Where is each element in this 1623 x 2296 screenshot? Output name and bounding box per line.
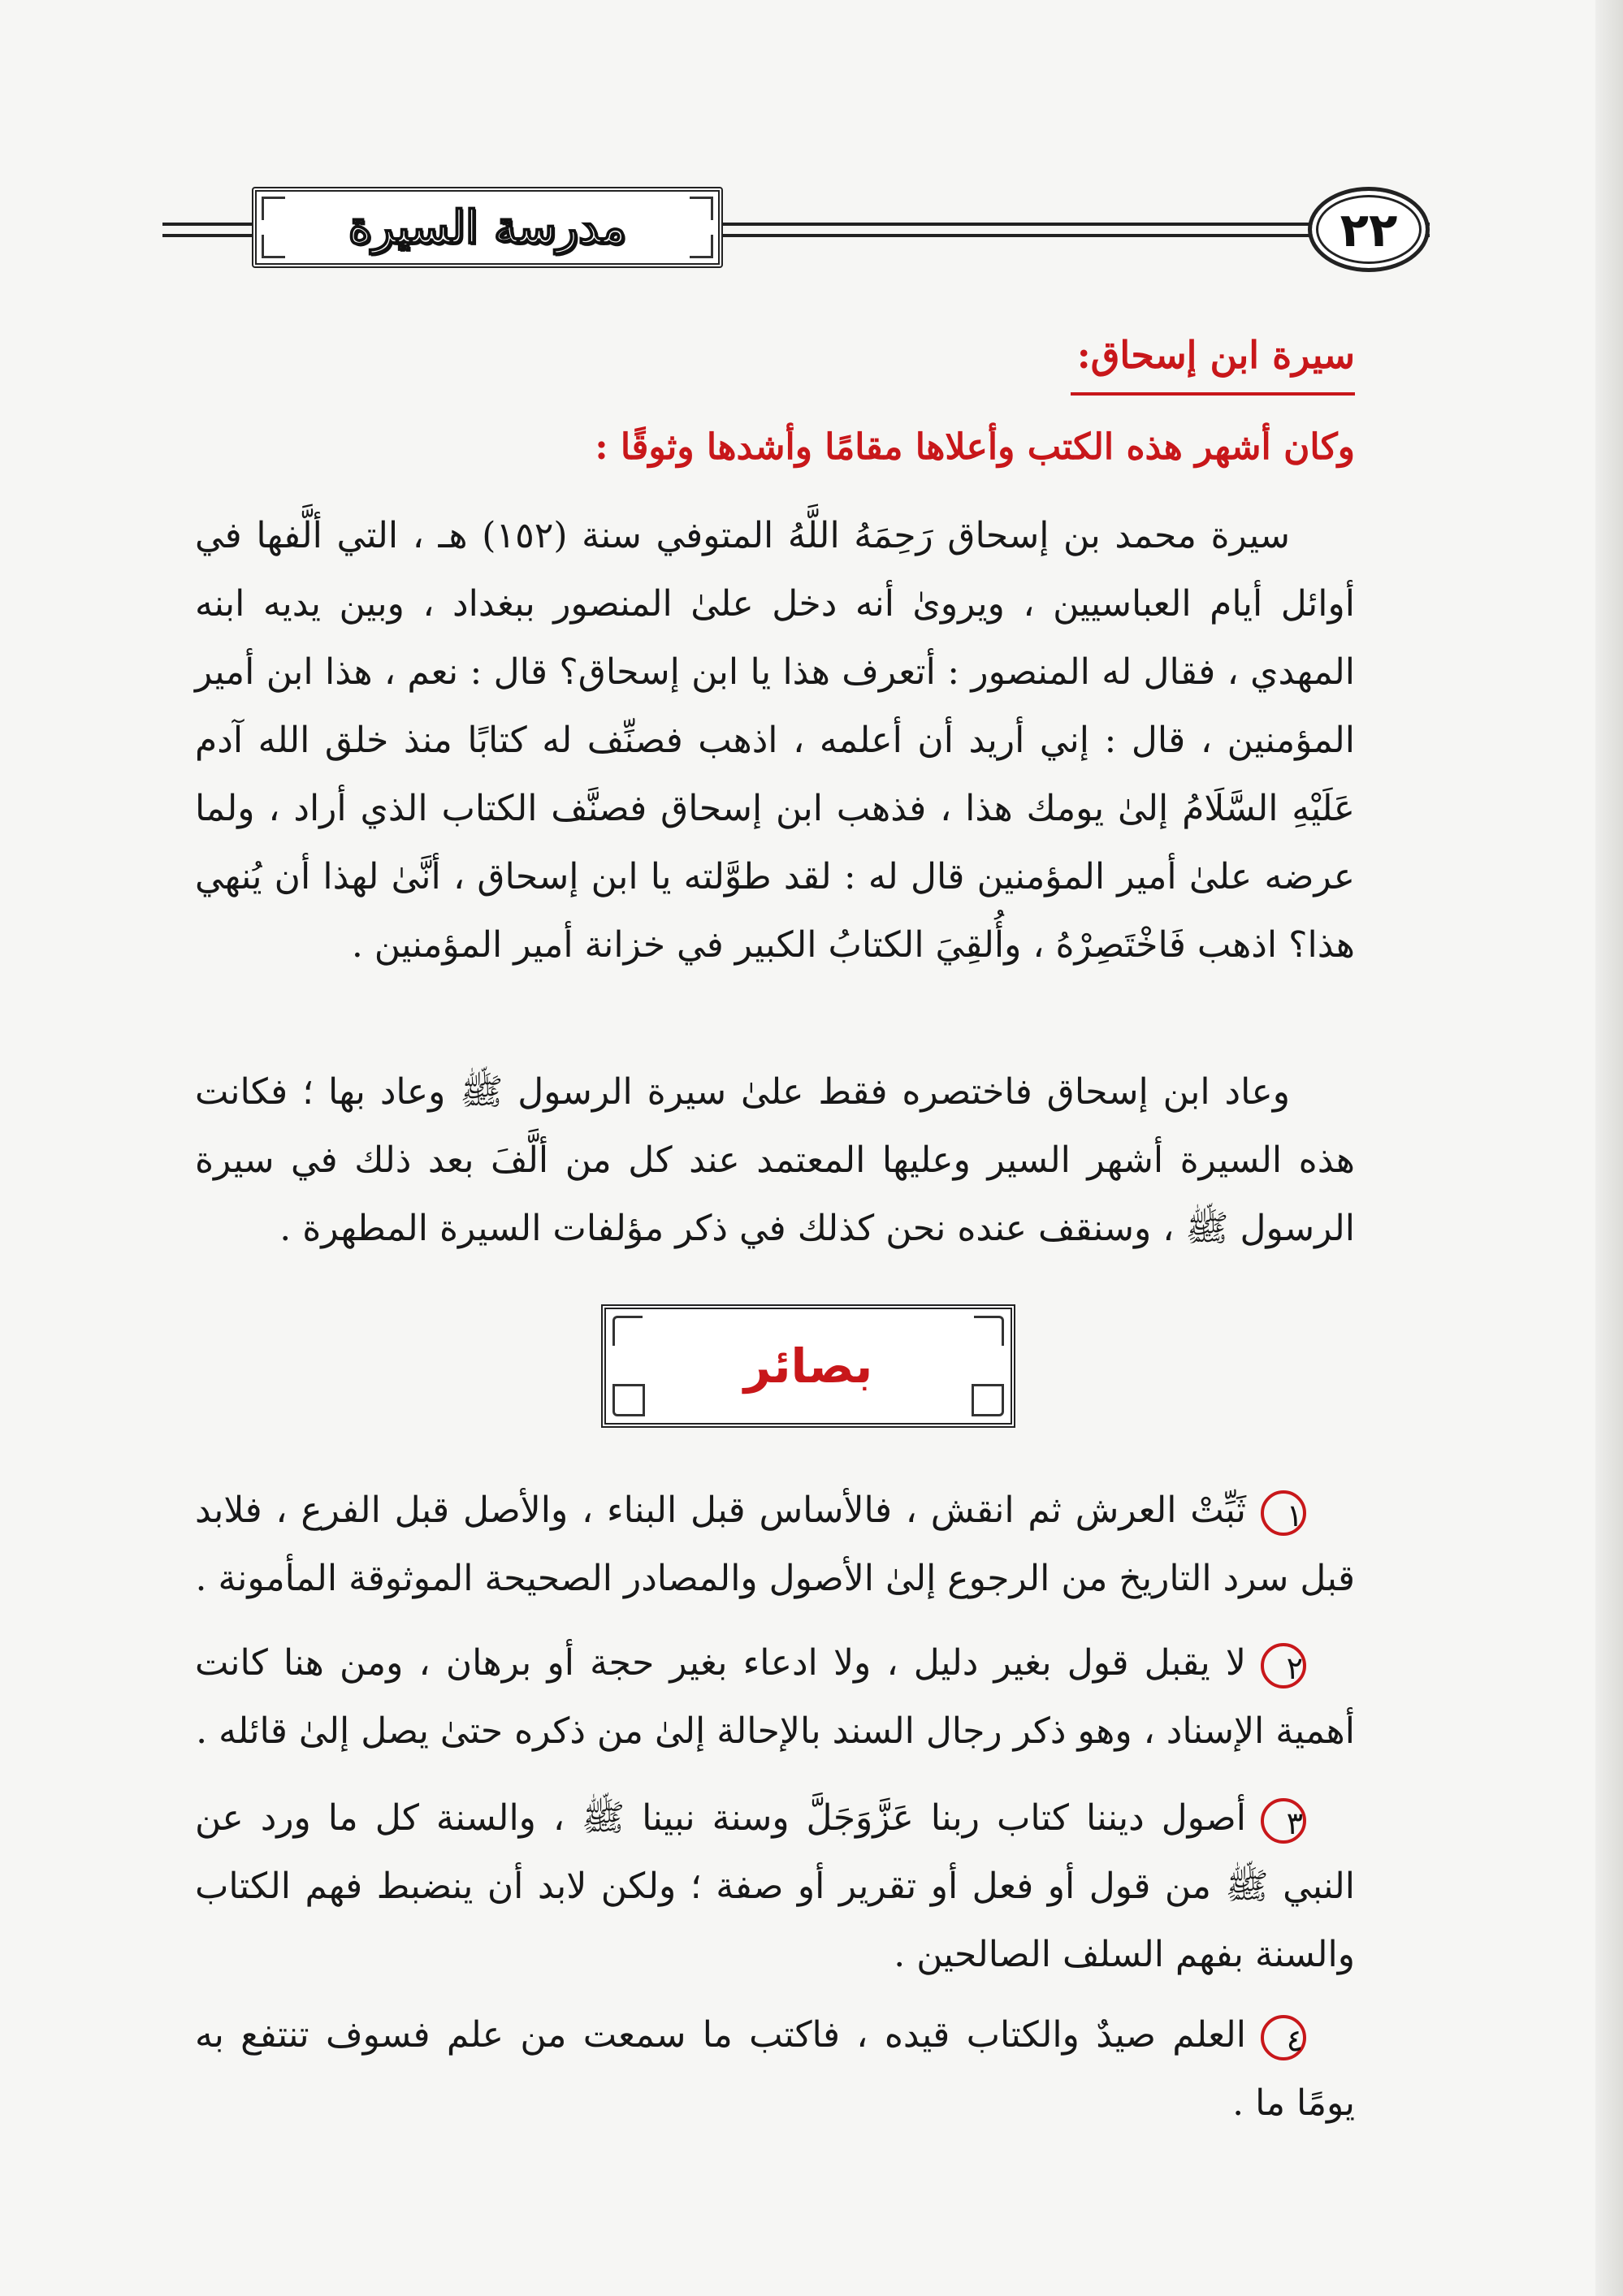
basair-title: بصائر bbox=[743, 1338, 873, 1394]
section-subheading: وكان أشهر هذه الكتب وأعلاها مقامًا وأشدها وثوقًا : bbox=[595, 426, 1355, 468]
scan-edge bbox=[1595, 0, 1623, 2296]
heading-underline bbox=[1071, 392, 1355, 396]
point-number: ٤ bbox=[1261, 2015, 1306, 2060]
body-paragraph: وعاد ابن إسحاق فاختصره فقط علىٰ سيرة الرسول ﷺ وعاد بها ؛ فكانت هذه السيرة أشهر السير وعليها المعتمد عند كل من ألَّفَ بعد ذلك في سيرة الرسول ﷺ ، وسنقف عنده نحن كذلك في ذكر مؤلفات السيرة المطهرة . bbox=[195, 1071, 1355, 1249]
basair-point bbox=[195, 2001, 1355, 2138]
basair-point bbox=[195, 1477, 1355, 1613]
page-header bbox=[162, 187, 1430, 276]
basair-point bbox=[195, 1629, 1355, 1766]
point-number: ٣ bbox=[1261, 1798, 1306, 1844]
book-title: مدرسة السيرة bbox=[348, 201, 627, 254]
point-text: العلم صيدٌ والكتاب قيده ، فاكتب ما سمعت من علم فسوف تنتفع به يومًا ما . bbox=[195, 2014, 1355, 2124]
page-number: ٢٢ bbox=[1340, 201, 1398, 257]
basair-point bbox=[195, 1784, 1355, 1989]
point-text: ثَبِّتْ العرش ثم انقش ، فالأساس قبل البناء ، والأصل قبل الفرع ، فلابد قبل سرد التاريخ من الرجوع إلىٰ الأصول والمصادر الصحيحة الموثوقة المأمونة . bbox=[195, 1490, 1355, 1599]
point-number: ٢ bbox=[1261, 1643, 1306, 1688]
point-number: ١ bbox=[1261, 1490, 1306, 1536]
body-paragraph: سيرة محمد بن إسحاق رَحِمَهُ اللَّهُ المتوفي سنة (١٥٢) هـ ، التي ألَّفها في أوائل أيام العباسيين ، ويروىٰ أنه دخل علىٰ المنصور ببغداد ، وبين يديه ابنه المهدي ، فقال له المنصور : أتعرف هذا يا ابن إسحاق؟ قال : نعم ، هذا ابن أمير المؤمنين ، قال : إني أريد أن أعلمه ، اذهب فصنِّف له كتابًا منذ خلق الله آدم عَلَيْهِ السَّلَامُ إلىٰ يومك هذا ، فذهب ابن إسحاق فصنَّف الكتاب الذي أراد ، ولما عرضه علىٰ أمير المؤمنين قال له : لقد طوَّلته يا ابن إسحاق ، أنَّىٰ لهذا أن يُنهي هذا؟ اذهب فَاخْتَصِرْهُ ، وأُلقِيَ الكتابُ الكبير في خزانة أمير المؤمنين . bbox=[195, 515, 1355, 966]
book-title-frame bbox=[252, 187, 723, 268]
section-heading: سيرة ابن إسحاق: bbox=[1076, 333, 1355, 377]
page-number-badge bbox=[1308, 187, 1430, 272]
point-text: لا يقبل قول بغير دليل ، ولا ادعاء بغير حجة أو برهان ، ومن هنا كانت أهمية الإسناد ، وهو ذكر رجال السند بالإحالة إلىٰ من ذكره حتىٰ يصل إلىٰ قائله . bbox=[195, 1642, 1355, 1752]
point-text: أصول ديننا كتاب ربنا عَزَّوَجَلَّ وسنة نبينا ﷺ ، والسنة كل ما ورد عن النبي ﷺ من قول أو فعل أو تقرير أو صفة ؛ ولكن لابد أن ينضبط فهم الكتاب والسنة بفهم السلف الصالحين . bbox=[195, 1797, 1355, 1975]
basair-title-frame bbox=[601, 1304, 1015, 1428]
